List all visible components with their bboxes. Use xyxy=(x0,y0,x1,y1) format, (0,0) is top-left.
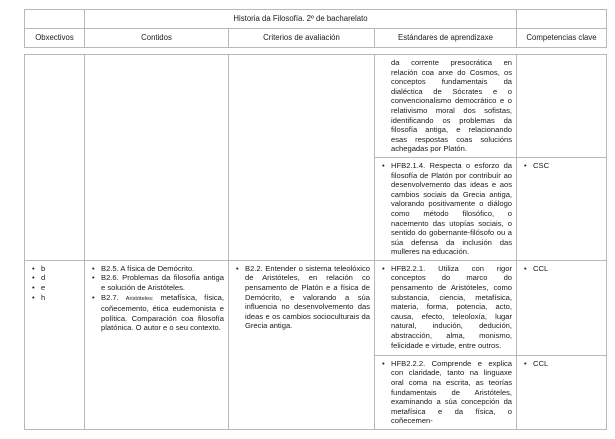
standard-cell-hfb222 xyxy=(375,355,517,429)
standard-continued-text: da corrente presocrática en relación coa arxe do Cosmos, os conceptos fundamentais da dialéctica de Sócrates e o convencionalismo democrático e o relativismo moral dos sofistas, identificando os problemas da filosofía antiga, e relacionando esas respostas coas solucións achegadas por Platón. xyxy=(391,58,513,154)
objective-item: • d xyxy=(41,273,80,283)
objective-item: • e xyxy=(41,283,80,293)
standard-hfb221: • HFB2.2.1. Utiliza con rigor conceptos do marco do pensamento de Aristóteles, como substancia, ciencia, metafísica, materia, forma, potencia, acto, causa, efecto, teleoloxía, lugar natural, indución, dedución, abstracción, alma, monismo, felicidade e virtude, entre outros. xyxy=(391,264,512,350)
competence-ccl-2: • CCL xyxy=(533,359,602,369)
objective-item: • h xyxy=(41,293,80,303)
criteria-cell-1 xyxy=(229,55,375,261)
content-b25: • B2.5. A física de Demócrito. xyxy=(101,264,224,274)
competence-cell-hfb221 xyxy=(517,260,607,355)
competence-cell-continued xyxy=(517,55,607,158)
competence-cell-hfb214 xyxy=(517,157,607,260)
contents-cell-2 xyxy=(85,260,229,429)
content-b27-small: Aristóteles: xyxy=(125,295,154,302)
content-b27-label: B2.7. xyxy=(101,292,119,302)
standard-cell-hfb221 xyxy=(375,260,517,355)
standard-cell-continued xyxy=(375,55,517,158)
criterion-b22: • B2.2. Entender o sistema teleolóxico de Aristóteles, en relación co pensamento de Platón e a física de Demócrito, e valorando a súa influencia no desenvolvemento das ideas e os cambios socioculturais da Grecia antiga. xyxy=(245,264,370,331)
curriculum-table xyxy=(24,9,607,430)
content-b27 xyxy=(101,293,224,333)
standard-cell-hfb214 xyxy=(375,157,517,260)
standard-hfb222: • HFB2.2.2. Comprende e explica con claridade, tanto na linguaxe oral coma na escrita, as teorías fundamentais de Aristóteles, examinando a súa concepción da metafísica e da física, o coñecemen- xyxy=(391,359,512,426)
content-b26: • B2.6. Problemas da filosofía antiga e solución de Aristóteles. xyxy=(101,273,224,292)
header-criteria: Criterios de avaliación xyxy=(229,29,375,48)
corner-cell xyxy=(25,10,85,29)
objectives-cell-2 xyxy=(25,260,85,429)
header-objectives: Obxectivos xyxy=(25,29,85,48)
contents-cell-1 xyxy=(85,55,229,261)
header-spacer xyxy=(25,48,607,55)
objective-item: • b xyxy=(41,264,80,274)
competence-csc: • CSC xyxy=(533,161,602,171)
header-standards: Estándares de aprendizaxe xyxy=(375,29,517,48)
objectives-cell-1 xyxy=(25,55,85,261)
standard-hfb214: • HFB2.1.4. Respecta o esforzo da filosofía de Platón por contribuír ao desenvolvemento das ideas e aos cambios sociais da Grecia antiga, valorando positivamente o diálogo como método filosófico, o nacemento das utopías sociais, o sentido do gobernante-filósofo ou a súa defensa da inclusión das mulleres na educación. xyxy=(391,161,512,257)
header-contents: Contidos xyxy=(85,29,229,48)
criteria-cell-2 xyxy=(229,260,375,429)
table-title: Historia da Filosofía. 2º de bacharelato xyxy=(85,10,517,29)
corner-cell-right xyxy=(517,10,607,29)
competence-ccl: • CCL xyxy=(533,264,602,274)
content-b27-text: metafísica, física, coñecemento, ética eudemonista e política. Comparación coa filosofía platónica. O autor e o seu contexto. xyxy=(101,292,224,333)
competence-cell-hfb222 xyxy=(517,355,607,429)
header-competences: Competencias clave xyxy=(517,29,607,48)
